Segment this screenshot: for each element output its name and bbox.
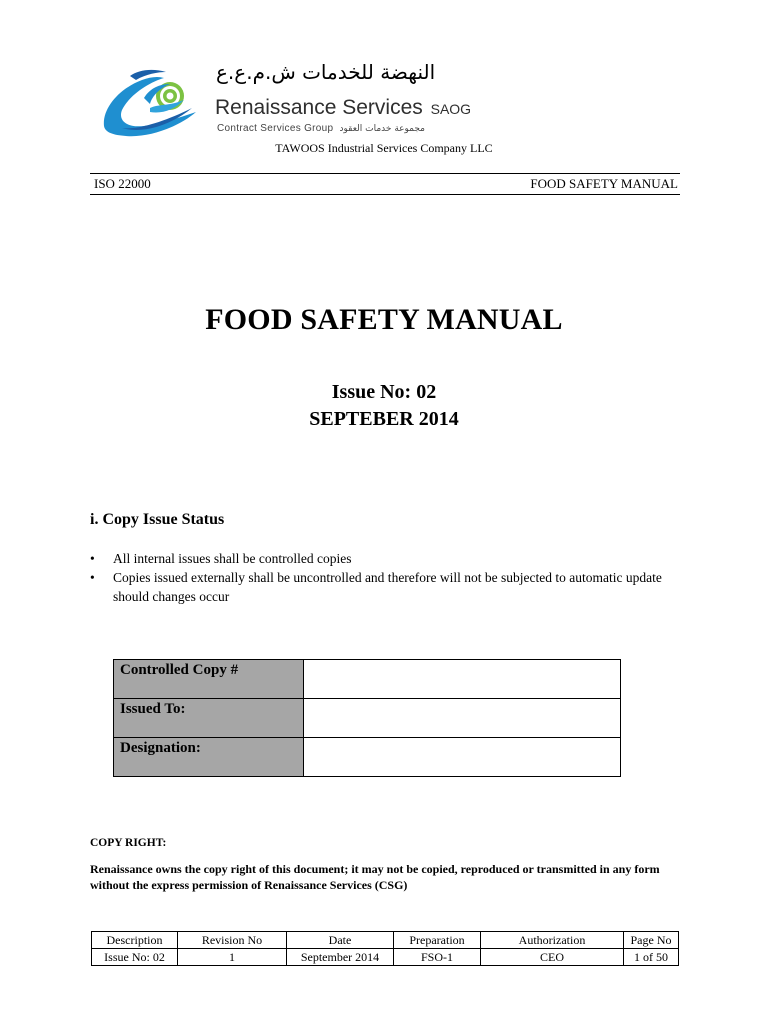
list-item (90, 568, 670, 606)
cell-preparation: FSO-1 (394, 949, 481, 966)
header-bottom-rule (90, 194, 680, 195)
col-header-revision: Revision No (178, 932, 287, 949)
logo-brand-name (215, 96, 471, 120)
section-heading: i. Copy Issue Status (90, 511, 225, 528)
col-header-preparation: Preparation (394, 932, 481, 949)
col-header-description: Description (92, 932, 178, 949)
issue-date: SEPTEBER 2014 (309, 408, 459, 430)
logo-arabic-name: النهضة للخدمات ش.م.ع.ع (216, 60, 436, 84)
header-standard: ISO 22000 (94, 176, 151, 191)
cell-date: September 2014 (287, 949, 394, 966)
issue-number: Issue No: 02 (331, 381, 437, 403)
table-header-row (92, 932, 679, 949)
copyright-text: Renaissance owns the copy right of this document; it may not be copied, reproduced or transmitted in any form without the express permission of Renaissance Services (CSG) (90, 862, 660, 892)
designation-field[interactable] (304, 738, 621, 777)
cell-authorization: CEO (481, 949, 624, 966)
table-row (114, 660, 621, 699)
logo-subline (217, 123, 425, 134)
company-logo (100, 60, 472, 141)
designation-label: Designation: (114, 738, 304, 777)
logo-subline-arabic: مجموعة خدمات العقود (339, 124, 426, 134)
table-row (92, 949, 679, 966)
logo-subline-text: Contract Services Group (217, 123, 334, 134)
header-document-name: FOOD SAFETY MANUAL (530, 176, 678, 191)
cell-description: Issue No: 02 (92, 949, 178, 966)
list-item-text: All internal issues shall be controlled copies (113, 551, 352, 566)
copyright-heading: COPY RIGHT: (90, 837, 167, 849)
list-item-text: Copies issued externally shall be uncontrolled and therefore will not be subjected to automatic update should changes occur (113, 570, 662, 604)
document-control-table (91, 931, 679, 966)
issued-to-label: Issued To: (114, 699, 304, 738)
col-header-page: Page No (624, 932, 679, 949)
col-header-authorization: Authorization (481, 932, 624, 949)
controlled-copy-table (113, 659, 621, 777)
header-top-rule (90, 173, 680, 174)
col-header-date: Date (287, 932, 394, 949)
table-row (114, 738, 621, 777)
document-title: FOOD SAFETY MANUAL (205, 303, 563, 336)
copy-status-list (90, 549, 670, 606)
logo-brand-text: Renaissance Services (215, 96, 423, 119)
bullet-icon: • (90, 570, 95, 585)
bullet-icon: • (90, 551, 95, 566)
company-line: TAWOOS Industrial Services Company LLC (275, 141, 493, 155)
issued-to-field[interactable] (304, 699, 621, 738)
controlled-copy-label: Controlled Copy # (114, 660, 304, 699)
cell-revision: 1 (178, 949, 287, 966)
logo-brand-suffix: SAOG (430, 101, 472, 117)
renaissance-logo-icon (100, 68, 212, 138)
controlled-copy-field[interactable] (304, 660, 621, 699)
table-row (114, 699, 621, 738)
list-item (90, 549, 670, 568)
cell-page: 1 of 50 (624, 949, 679, 966)
